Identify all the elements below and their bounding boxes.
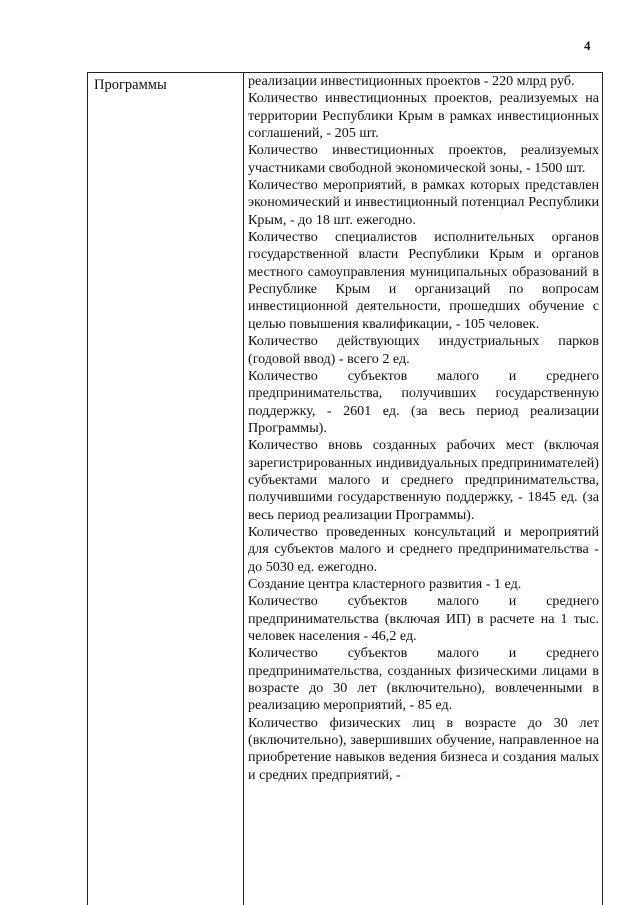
indicator-paragraph: Количество специалистов исполнительных органов государственной власти Республики Крым и органов местного самоуправления муниципальных образований в Республике Крым и организаций по вопросам инвестиционной деятельности, прошедших обучение с целью повышения квалификации, - 105 человек. xyxy=(248,229,599,332)
indicator-paragraph: реализации инвестиционных проектов - 220 млрд руб. xyxy=(248,73,575,89)
row-label: Программы xyxy=(94,77,167,93)
indicator-paragraph: Количество субъектов малого и среднего предпринимательства, получивших государственную поддержку, - 2601 ед. (за весь период реализации Программы). xyxy=(248,367,599,436)
indicator-paragraph: Количество мероприятий, в рамках которых представлен экономический и инвестиционный потенциал Республики Крым, - до 18 шт. ежегодно. xyxy=(248,177,599,228)
indicator-paragraph: Количество инвестиционных проектов, реализуемых участниками свободной экономической зоны, - 1500 шт. xyxy=(248,142,599,176)
indicator-paragraph: Количество инвестиционных проектов, реализуемых на территории Республики Крым в рамках инвестиционных соглашений, - 205 шт. xyxy=(248,90,599,142)
program-passport-table xyxy=(87,72,603,905)
indicator-paragraph: Создание центра кластерного развития - 1 ед. xyxy=(248,575,522,592)
indicator-paragraph: Количество проведенных консультаций и мероприятий для субъектов малого и среднего предпринимательства - до 5030 ед. ежегодно. xyxy=(248,523,599,575)
indicators-list xyxy=(244,73,602,784)
row-content-cell xyxy=(244,73,603,905)
indicator-paragraph: Количество действующих индустриальных парков (годовой ввод) - всего 2 ед. xyxy=(248,333,599,367)
page-number: 4 xyxy=(584,38,591,53)
indicator-paragraph: Количество вновь созданных рабочих мест (включая зарегистрированных индивидуальных предпринимателей) субъектами малого и среднего предпринимательства, получившими государственную поддержку, - 1845 ед. (за весь период реализации Программы). xyxy=(248,437,599,523)
indicator-paragraph: Количество физических лиц в возрасте до 30 лет (включительно), завершивших обучение, направленное на приобретение навыков ведения бизнеса и создания малых и средних предприятий, - xyxy=(248,714,599,783)
indicator-paragraph: Количество субъектов малого и среднего предпринимательства (включая ИП) в расчете на 1 тыс. человек населения - 46,2 ед. xyxy=(248,593,599,644)
indicator-paragraph: Количество субъектов малого и среднего предпринимательства, созданных физическими лицами в возрасте до 30 лет (включительно), вовлеченными в реализацию мероприятий, - 85 ед. xyxy=(248,645,599,714)
row-label-cell xyxy=(88,73,244,905)
table-row xyxy=(88,73,603,905)
